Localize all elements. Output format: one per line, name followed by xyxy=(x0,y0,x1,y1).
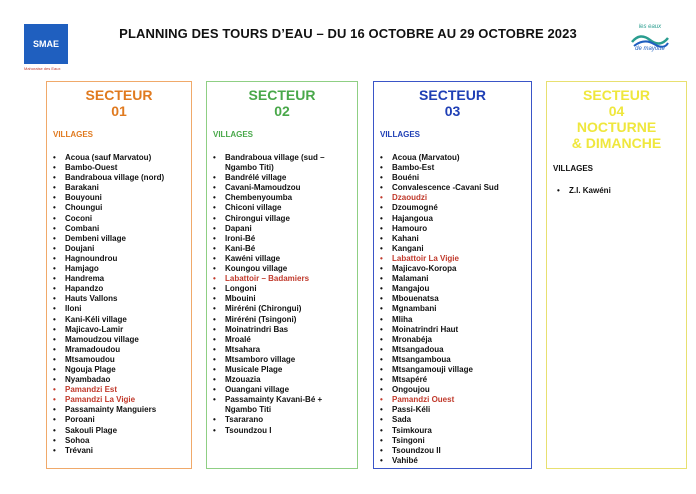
village-item: • Nyambadao xyxy=(53,375,191,385)
village-item: • Passi-Kéli xyxy=(380,405,531,415)
village-item: • Mroalé xyxy=(213,335,357,345)
sector-number: 02 xyxy=(274,103,290,119)
village-item: • Mtsapéré xyxy=(380,375,531,385)
sector-number: 01 xyxy=(111,103,127,119)
village-item: • Mliha xyxy=(380,315,531,325)
village-item: Ngambo Titi xyxy=(225,405,272,415)
village-item: • Bandraboua village (nord) xyxy=(53,173,191,183)
village-item: • Choungui xyxy=(53,203,191,213)
village-item: • Labattoir La Vigie xyxy=(380,254,531,264)
village-item: • Longoni xyxy=(213,284,357,294)
village-item: • Handrema xyxy=(53,274,191,284)
sector-label: SECTEUR xyxy=(248,87,316,103)
village-item: • Passamainty Manguiers xyxy=(53,405,191,415)
village-item: • Tsoundzou II xyxy=(380,446,531,456)
village-item: • Sohoa xyxy=(53,436,191,446)
village-item: • Mgnambani xyxy=(380,304,531,314)
village-item: • Koungou village xyxy=(213,264,357,274)
village-item: • Dzoumogné xyxy=(380,203,531,213)
eaux-de-mayotte-logo xyxy=(626,24,674,52)
village-item: • Pamandzi Ouest xyxy=(380,395,531,405)
village-item: • Bambo-Est xyxy=(380,163,531,173)
village-list xyxy=(207,153,357,436)
villages-label: VILLAGES xyxy=(380,130,421,139)
village-item: • Pamandzi La Vigie xyxy=(53,395,191,405)
sector-subtitle-nocturne: NOCTURNE xyxy=(576,119,657,135)
village-item: • Miréréni (Tsingoni) xyxy=(213,315,357,325)
sector-02-heading xyxy=(207,87,357,119)
village-item: • Kawéni village xyxy=(213,254,357,264)
village-item: • Chirongui village xyxy=(213,214,357,224)
village-list xyxy=(47,153,191,456)
logo-right-bottom-text: de mayotte xyxy=(635,46,665,52)
village-item: • Dembeni village xyxy=(53,234,191,244)
page-title: PLANNING DES TOURS D’EAU – DU 16 OCTOBRE AU 29 OCTOBRE 2023 xyxy=(119,26,577,41)
village-item: • Vahibé xyxy=(380,456,531,466)
village-item: • Z.I. Kawéni xyxy=(557,186,686,196)
village-item: • Pamandzi Est xyxy=(53,385,191,395)
village-item: • Hagnoundrou xyxy=(53,254,191,264)
villages-label: VILLAGES xyxy=(213,130,254,139)
village-item: • Mbouenatsa xyxy=(380,294,531,304)
village-item: • Sada xyxy=(380,415,531,425)
village-item: • Convalescence -Cavani Sud xyxy=(380,183,531,193)
smae-logo-text: SMAE xyxy=(32,39,59,49)
village-item: • Tsingoni xyxy=(380,436,531,446)
villages-label: VILLAGES xyxy=(53,130,94,139)
village-item: • Chiconi village xyxy=(213,203,357,213)
sector-label: SECTEUR xyxy=(85,87,153,103)
village-item: • Mtsamboro village xyxy=(213,355,357,365)
village-item: • Hamouro xyxy=(380,224,531,234)
sector-01-panel xyxy=(46,81,192,469)
smae-logo-subtitle: Mahoraise des Eaux xyxy=(24,66,61,71)
village-item: • Mamoudzou village xyxy=(53,335,191,345)
village-item: • Combani xyxy=(53,224,191,234)
sector-04-panel xyxy=(546,81,687,469)
village-item: • Trévani xyxy=(53,446,191,456)
village-item: • Poroani xyxy=(53,415,191,425)
village-item: • Iloni xyxy=(53,304,191,314)
sector-number: 03 xyxy=(444,103,461,119)
village-item: • Acoua (Marvatou) xyxy=(380,153,531,163)
village-item: • Kahani xyxy=(380,234,531,244)
sector-04-heading xyxy=(547,87,686,151)
logo-right-top-text: les eaux xyxy=(638,24,662,30)
village-item: • Bouyouni xyxy=(53,193,191,203)
village-item: • Ongoujou xyxy=(380,385,531,395)
village-item: • Mzouazia xyxy=(213,375,357,385)
village-item: • Chembenyoumba xyxy=(213,193,357,203)
sector-label: SECTEUR xyxy=(419,87,486,103)
village-item: • Mbouini xyxy=(213,294,357,304)
village-list xyxy=(374,153,531,466)
village-item: • Bambo-Ouest xyxy=(53,163,191,173)
village-item: • Mtsangamboua xyxy=(380,355,531,365)
village-item: • Musicale Plage xyxy=(213,365,357,375)
village-item: • Doujani xyxy=(53,244,191,254)
village-item: • Passamainty Kavani-Bé + xyxy=(213,395,357,405)
village-item: • Mtsangamouji village xyxy=(380,365,531,375)
villages-label: VILLAGES xyxy=(553,164,594,173)
village-item: • Hauts Vallons xyxy=(53,294,191,304)
village-item: • Hajangoua xyxy=(380,214,531,224)
village-item: • Acoua (sauf Marvatou) xyxy=(53,153,191,163)
village-item: • Hamjago xyxy=(53,264,191,274)
village-item: Ngambo Titi) xyxy=(225,163,274,173)
village-item: • Hapandzo xyxy=(53,284,191,294)
village-item: • Labattoir – Badamiers xyxy=(213,274,357,284)
village-item: • Kani-Bé xyxy=(213,244,357,254)
village-item: • Malamani xyxy=(380,274,531,284)
village-item: • Cavani-Mamoudzou xyxy=(213,183,357,193)
village-item: • Mtsahara xyxy=(213,345,357,355)
village-item: • Tsimkoura xyxy=(380,426,531,436)
village-item: • Mramadoudou xyxy=(53,345,191,355)
village-item: • Miréréni (Chirongui) xyxy=(213,304,357,314)
village-item: • Mangajou xyxy=(380,284,531,294)
village-item: • Tsararano xyxy=(213,415,357,425)
village-item: • Moinatrindri Bas xyxy=(213,325,357,335)
village-item: • Mtsamoudou xyxy=(53,355,191,365)
sector-01-heading xyxy=(47,87,191,119)
sector-number: 04 xyxy=(608,103,625,119)
village-item: • Dzaoudzi xyxy=(380,193,531,203)
village-list xyxy=(547,186,686,196)
village-item: • Bouéni xyxy=(380,173,531,183)
village-item: • Kangani xyxy=(380,244,531,254)
village-item: • Mronabéja xyxy=(380,335,531,345)
village-item: • Sakouli Plage xyxy=(53,426,191,436)
village-item: • Kani-Kéli village xyxy=(53,315,191,325)
sector-03-heading xyxy=(374,87,531,119)
sector-03-panel xyxy=(373,81,532,469)
village-item: • Bandraboua village (sud – xyxy=(213,153,357,163)
village-item: • Moinatrindri Haut xyxy=(380,325,531,335)
village-item: • Ouangani village xyxy=(213,385,357,395)
village-item: • Coconi xyxy=(53,214,191,224)
village-item: • Majicavo-Koropa xyxy=(380,264,531,274)
sector-02-panel xyxy=(206,81,358,469)
village-item: • Barakani xyxy=(53,183,191,193)
sector-label: SECTEUR xyxy=(583,87,650,103)
village-item: • Majicavo-Lamir xyxy=(53,325,191,335)
village-item: • Dapani xyxy=(213,224,357,234)
village-item: • Bandrélé village xyxy=(213,173,357,183)
sector-subtitle-dimanche: & DIMANCHE xyxy=(571,135,662,151)
village-item: • Ironi-Bé xyxy=(213,234,357,244)
village-item: • Tsoundzou I xyxy=(213,426,357,436)
village-item: • Ngouja Plage xyxy=(53,365,191,375)
village-item: • Mtsangadoua xyxy=(380,345,531,355)
